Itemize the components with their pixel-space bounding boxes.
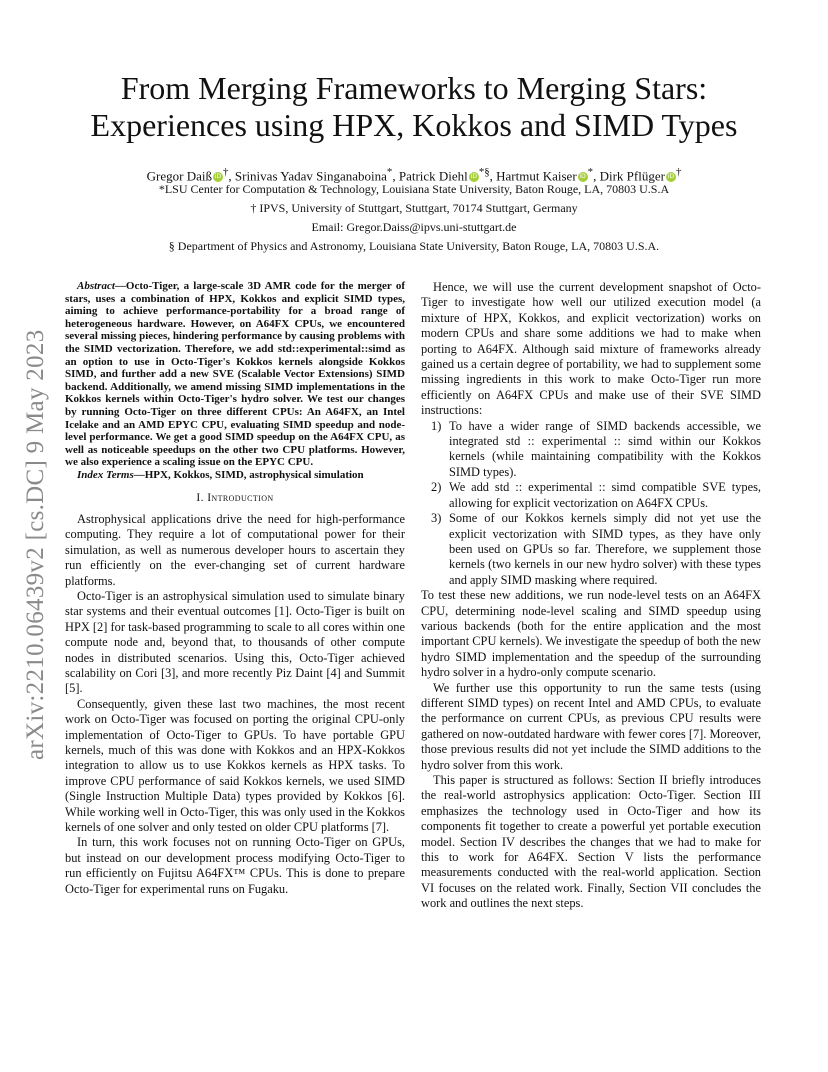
section-number: I. — [196, 491, 204, 504]
body-paragraph: Consequently, given these last two machines, the most recent work on Octo-Tiger was focused on porting the original CPU-only implementation of Octo-Tiger to GPUs. To have portable GPU kernels, much of this was done with Kokkos and an HPX-Kokkos integration to allow us to use Kokkos kernels as HPX tasks. To improve CPU performance of said Kokkos kernels, we used SIMD (Single Instruction Multiple Data) types provided by Kokkos [6]. While working well in Octo-Tiger, this was only used in the Kokkos kernels of one solver and only tested on older CPU platforms [7]. — [65, 696, 405, 835]
body-paragraph: Hence, we will use the current development snapshot of Octo-Tiger to investigate how well our utilized execution model (a mixture of HPX, Kokkos, and explicit vectorization) works on modern CPUs and share some additions we had to make when porting to A64FX. Although said mixture of frameworks already gained us a certain degree of portability, we had to supplement some missing ingredients in this work to make Octo-Tiger run more efficiently on A64FX CPUs and make use of their SVE SIMD instructions: — [421, 280, 761, 418]
orcid-icon[interactable]: iD — [667, 173, 675, 181]
body-paragraph: This paper is structured as follows: Section II briefly introduces the real-world astrophysics application: Octo-Tiger. Section III emphasizes the technology used in Octo-Tiger and how its components fit together to create a powerful yet portable execution model. Section IV describes the changes that we had to make for this to work for A64FX. Section V lists the performance measurements conducted with the real-world application. Section VI focuses on the related work. Finally, Section VII concludes the work and outlines the next steps. — [421, 773, 761, 911]
list-item-text: We add std :: experimental :: simd compatible SVE types, allowing for explicit vectorization on A64FX CPUs. — [449, 480, 761, 510]
affiliation-list — [60, 180, 768, 256]
list-item — [421, 511, 761, 588]
author-name: Srinivas Yadav Singanaboina — [234, 168, 387, 184]
abstract — [65, 280, 405, 469]
contact-email[interactable]: Email: Gregor.Daiss@ipvs.uni-stuttgart.de — [311, 220, 517, 234]
author-name: Patrick Diehl — [398, 168, 468, 184]
list-item-number: 1) — [431, 418, 442, 433]
contribution-list — [421, 419, 761, 588]
body-paragraph: We further use this opportunity to run the same tests (using different SIMD types) on recent Intel and AMD CPUs, to evaluate the performance on current CPUs, as previous CPU results were gathered on now-outdated hardware with fewer cores [7]. Moreover, those previous results did not yet include the SIMD additions to the hydro solver from this work. — [421, 680, 761, 772]
arxiv-identifier-stamp: arXiv:2210.06439v2 [cs.DC] 9 May 2023 — [22, 329, 49, 760]
list-item-number: 3) — [431, 511, 442, 526]
title-line-1: From Merging Frameworks to Merging Stars: — [120, 70, 708, 106]
index-terms-label: Index Terms — [77, 468, 134, 481]
paper-title — [60, 70, 768, 144]
orcid-icon[interactable]: iD — [579, 173, 586, 181]
author-name: Dirk Pflüger — [599, 168, 665, 184]
body-paragraph: Octo-Tiger is an astrophysical simulation used to simulate binary star systems and their eventual outcomes [1]. Octo-Tiger is built on HPX [2] for task-based programming to scale to all cores within one compute node and, beyond that, to thousands of other compute nodes in distributed scenarios. Using this, Octo-Tiger achieved scalability on Cori [3], and more recently Piz Daint [4] and Summit [5]. — [65, 588, 405, 696]
author-affiliation-mark: * — [587, 166, 594, 178]
orcid-icon[interactable]: iD — [470, 173, 477, 181]
orcid-icon[interactable]: iD — [214, 173, 222, 181]
right-column — [421, 280, 761, 912]
index-terms-text: —HPX, Kokkos, SIMD, astrophysical simulation — [133, 468, 364, 481]
list-item-text: Some of our Kokkos kernels simply did not yet use the explicit vectorization with SIMD types, as they have only been used on GPUs so far. Therefore, we supplement those kernels (two kernels in our new hydro solver) with these types and apply SIMD masking where required. — [449, 511, 761, 587]
body-paragraph: To test these new additions, we run node-level tests on an A64FX CPU, determining node-level scaling and SIMD speedup using various backends (both for the entire application and the most important CPU kernels). We investigate the speedup of both the new hydro SIMD implementation and the speedup of the surrounding hydro solver in a hydro-only compute scenario. — [421, 588, 761, 680]
section-title: Introduction — [207, 491, 274, 504]
section-heading-introduction — [65, 491, 405, 506]
affiliation-lsu: *LSU Center for Computation & Technology, Louisiana State University, Baton Rouge, LA, 70803 U.S.A — [158, 182, 670, 196]
body-paragraph: Astrophysical applications drive the need for high-performance computing. They require a lot of computational power for their simulation, as well as numerous developer hours to ascertain they run efficiently on the ever-changing set of current hardware platforms. — [65, 511, 405, 588]
author-affiliation-mark: † — [675, 166, 682, 178]
author-affiliation-mark: * — [386, 166, 393, 178]
list-item — [421, 480, 761, 511]
body-paragraph: In turn, this work focuses not on running Octo-Tiger on GPUs, but instead on our development process modifying Octo-Tiger to run efficiently on Fujitsu A64FX™ CPUs. This is done to prepare Octo-Tiger for experimental runs on Fugaku. — [65, 835, 405, 896]
list-item-number: 2) — [431, 480, 442, 495]
author-affiliation-mark: † — [222, 166, 229, 178]
index-terms — [65, 469, 405, 482]
affiliation-ipvs: † IPVS, University of Stuttgart, Stuttgart, 70174 Stuttgart, Germany — [250, 201, 578, 215]
abstract-label: Abstract — [77, 280, 115, 292]
author-name: Hartmut Kaiser — [496, 168, 577, 184]
list-item — [421, 419, 761, 481]
title-line-2: Experiences using HPX, Kokkos and SIMD Types — [90, 107, 738, 143]
author-affiliation-mark: *§ — [478, 166, 490, 178]
list-item-text: To have a wider range of SIMD backends accessible, we integrated std :: experimental :: simd within our Kokkos kernels (while maintaining compatibility with the Kokkos SIMD types). — [449, 418, 761, 479]
author-list: Gregor Daiß iD †, Srinivas Yadav Singanaboina*, Patrick Diehl iD *§, Hartmut Kaiser iD *, Dirk Pflüger iD † — [146, 166, 682, 184]
affiliation-physics: § Department of Physics and Astronomy, Louisiana State University, Baton Rouge, LA, 70803 U.S.A. — [168, 239, 660, 253]
left-column — [65, 280, 405, 897]
author-name: Gregor Daiß — [146, 168, 212, 184]
abstract-text: —Octo-Tiger, a large-scale 3D AMR code for the merger of stars, uses a combination of HPX, Kokkos and explicit SIMD types, aiming to achieve performance-portability for a broad range of heterogeneous hardware. However, on A64FX CPUs, we encountered several missing pieces, hindering performance by causing problems with the SIMD vectorization. Therefore, we add std::experimental::simd as an option to use in Octo-Tiger's Kokkos kernels alongside Kokkos SIMD, and further add a new SVE (Scalable Vector Extensions) SIMD backend. Additionally, we amend missing SIMD implementations in the Kokkos kernels within Octo-Tiger's hydro solver. We test our changes by running Octo-Tiger on three different CPUs: An A64FX, an Intel Icelake and an AMD EPYC CPU, evaluating SIMD speedup and node-level performance. We get a good SIMD speedup on the A64FX CPU, as well as noticeable speedups on the other two CPU platforms. However, we also experience a scaling issue on the EPYC CPU. — [65, 280, 405, 469]
